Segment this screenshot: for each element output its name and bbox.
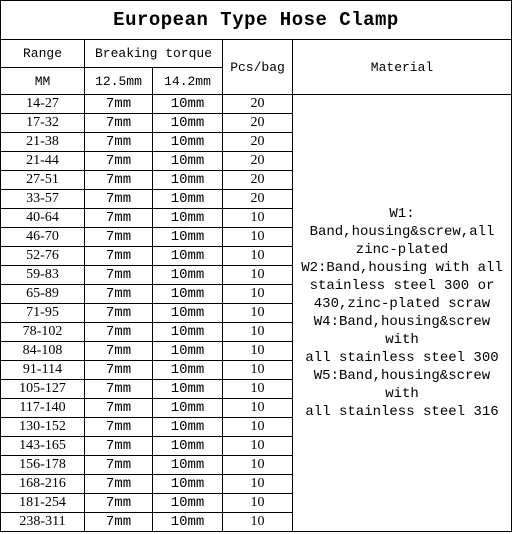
- torque-14-2-cell: 10mm: [153, 247, 223, 266]
- torque-12-5-cell: 7mm: [85, 209, 153, 228]
- pcs-bag-cell: 10: [223, 304, 293, 323]
- range-cell: 156-178: [1, 456, 85, 475]
- material-line: zinc-plated: [355, 242, 449, 258]
- torque-12-5-cell: 7mm: [85, 361, 153, 380]
- range-cell: 71-95: [1, 304, 85, 323]
- torque-14-2-cell: 10mm: [153, 114, 223, 133]
- header-material: Material: [293, 40, 512, 95]
- header-range: Range: [1, 40, 85, 68]
- pcs-bag-cell: 10: [223, 399, 293, 418]
- torque-12-5-cell: 7mm: [85, 494, 153, 513]
- torque-12-5-cell: 7mm: [85, 380, 153, 399]
- range-cell: 65-89: [1, 285, 85, 304]
- material-description: [293, 95, 512, 532]
- torque-12-5-cell: 7mm: [85, 475, 153, 494]
- pcs-bag-cell: 10: [223, 475, 293, 494]
- range-cell: 21-38: [1, 133, 85, 152]
- header-breaking-torque: Breaking torque: [85, 40, 223, 68]
- pcs-bag-cell: 10: [223, 247, 293, 266]
- range-cell: 78-102: [1, 323, 85, 342]
- pcs-bag-cell: 10: [223, 456, 293, 475]
- range-cell: 27-51: [1, 171, 85, 190]
- torque-14-2-cell: 10mm: [153, 437, 223, 456]
- range-cell: 14-27: [1, 95, 85, 114]
- torque-14-2-cell: 10mm: [153, 209, 223, 228]
- pcs-bag-cell: 10: [223, 494, 293, 513]
- torque-14-2-cell: 10mm: [153, 95, 223, 114]
- material-line: all stainless steel 300: [305, 350, 499, 366]
- torque-14-2-cell: 10mm: [153, 228, 223, 247]
- torque-12-5-cell: 7mm: [85, 456, 153, 475]
- torque-12-5-cell: 7mm: [85, 228, 153, 247]
- material-line: stainless steel 300 or: [309, 278, 495, 294]
- material-line: W1: Band,housing&screw,all: [309, 206, 495, 240]
- torque-12-5-cell: 7mm: [85, 133, 153, 152]
- pcs-bag-cell: 10: [223, 361, 293, 380]
- pcs-bag-cell: 20: [223, 171, 293, 190]
- torque-12-5-cell: 7mm: [85, 171, 153, 190]
- material-line: 430,zinc-plated scraw: [313, 296, 491, 312]
- range-cell: 33-57: [1, 190, 85, 209]
- torque-14-2-cell: 10mm: [153, 380, 223, 399]
- torque-14-2-cell: 10mm: [153, 323, 223, 342]
- range-cell: 130-152: [1, 418, 85, 437]
- header-torque-14-2: 14.2mm: [153, 68, 223, 95]
- range-cell: 143-165: [1, 437, 85, 456]
- range-cell: 21-44: [1, 152, 85, 171]
- torque-14-2-cell: 10mm: [153, 304, 223, 323]
- range-cell: 17-32: [1, 114, 85, 133]
- pcs-bag-cell: 10: [223, 285, 293, 304]
- range-cell: 52-76: [1, 247, 85, 266]
- range-cell: 181-254: [1, 494, 85, 513]
- range-cell: 91-114: [1, 361, 85, 380]
- torque-12-5-cell: 7mm: [85, 437, 153, 456]
- torque-14-2-cell: 10mm: [153, 494, 223, 513]
- pcs-bag-cell: 10: [223, 342, 293, 361]
- torque-14-2-cell: 10mm: [153, 342, 223, 361]
- range-cell: 40-64: [1, 209, 85, 228]
- range-cell: 46-70: [1, 228, 85, 247]
- material-line: W5:Band,housing&screw with: [313, 368, 491, 402]
- pcs-bag-cell: 20: [223, 95, 293, 114]
- torque-12-5-cell: 7mm: [85, 304, 153, 323]
- torque-12-5-cell: 7mm: [85, 114, 153, 133]
- torque-14-2-cell: 10mm: [153, 456, 223, 475]
- torque-14-2-cell: 10mm: [153, 266, 223, 285]
- torque-14-2-cell: 10mm: [153, 133, 223, 152]
- range-cell: 117-140: [1, 399, 85, 418]
- torque-14-2-cell: 10mm: [153, 513, 223, 532]
- material-line: W4:Band,housing&screw with: [313, 314, 491, 348]
- header-range-unit: MM: [1, 68, 85, 95]
- torque-14-2-cell: 10mm: [153, 475, 223, 494]
- pcs-bag-cell: 10: [223, 266, 293, 285]
- pcs-bag-cell: 10: [223, 513, 293, 532]
- range-cell: 105-127: [1, 380, 85, 399]
- pcs-bag-cell: 20: [223, 133, 293, 152]
- torque-14-2-cell: 10mm: [153, 285, 223, 304]
- pcs-bag-cell: 10: [223, 380, 293, 399]
- material-line: W2:Band,housing with all: [301, 260, 503, 276]
- range-cell: 168-216: [1, 475, 85, 494]
- torque-14-2-cell: 10mm: [153, 190, 223, 209]
- pcs-bag-cell: 10: [223, 228, 293, 247]
- range-cell: 84-108: [1, 342, 85, 361]
- torque-12-5-cell: 7mm: [85, 190, 153, 209]
- torque-12-5-cell: 7mm: [85, 418, 153, 437]
- pcs-bag-cell: 10: [223, 323, 293, 342]
- torque-14-2-cell: 10mm: [153, 152, 223, 171]
- torque-14-2-cell: 10mm: [153, 171, 223, 190]
- pcs-bag-cell: 10: [223, 437, 293, 456]
- torque-12-5-cell: 7mm: [85, 323, 153, 342]
- torque-12-5-cell: 7mm: [85, 95, 153, 114]
- torque-14-2-cell: 10mm: [153, 418, 223, 437]
- torque-12-5-cell: 7mm: [85, 513, 153, 532]
- pcs-bag-cell: 10: [223, 209, 293, 228]
- range-cell: 59-83: [1, 266, 85, 285]
- table-row: [1, 95, 512, 114]
- torque-12-5-cell: 7mm: [85, 285, 153, 304]
- pcs-bag-cell: 20: [223, 190, 293, 209]
- torque-14-2-cell: 10mm: [153, 361, 223, 380]
- torque-14-2-cell: 10mm: [153, 399, 223, 418]
- torque-12-5-cell: 7mm: [85, 342, 153, 361]
- torque-12-5-cell: 7mm: [85, 399, 153, 418]
- range-cell: 238-311: [1, 513, 85, 532]
- torque-12-5-cell: 7mm: [85, 247, 153, 266]
- material-line: all stainless steel 316: [305, 404, 499, 420]
- header-pcs-bag: Pcs/bag: [223, 40, 293, 95]
- header-torque-12-5: 12.5mm: [85, 68, 153, 95]
- table-title: European Type Hose Clamp: [1, 1, 512, 40]
- pcs-bag-cell: 20: [223, 114, 293, 133]
- pcs-bag-cell: 10: [223, 418, 293, 437]
- torque-12-5-cell: 7mm: [85, 152, 153, 171]
- pcs-bag-cell: 20: [223, 152, 293, 171]
- torque-12-5-cell: 7mm: [85, 266, 153, 285]
